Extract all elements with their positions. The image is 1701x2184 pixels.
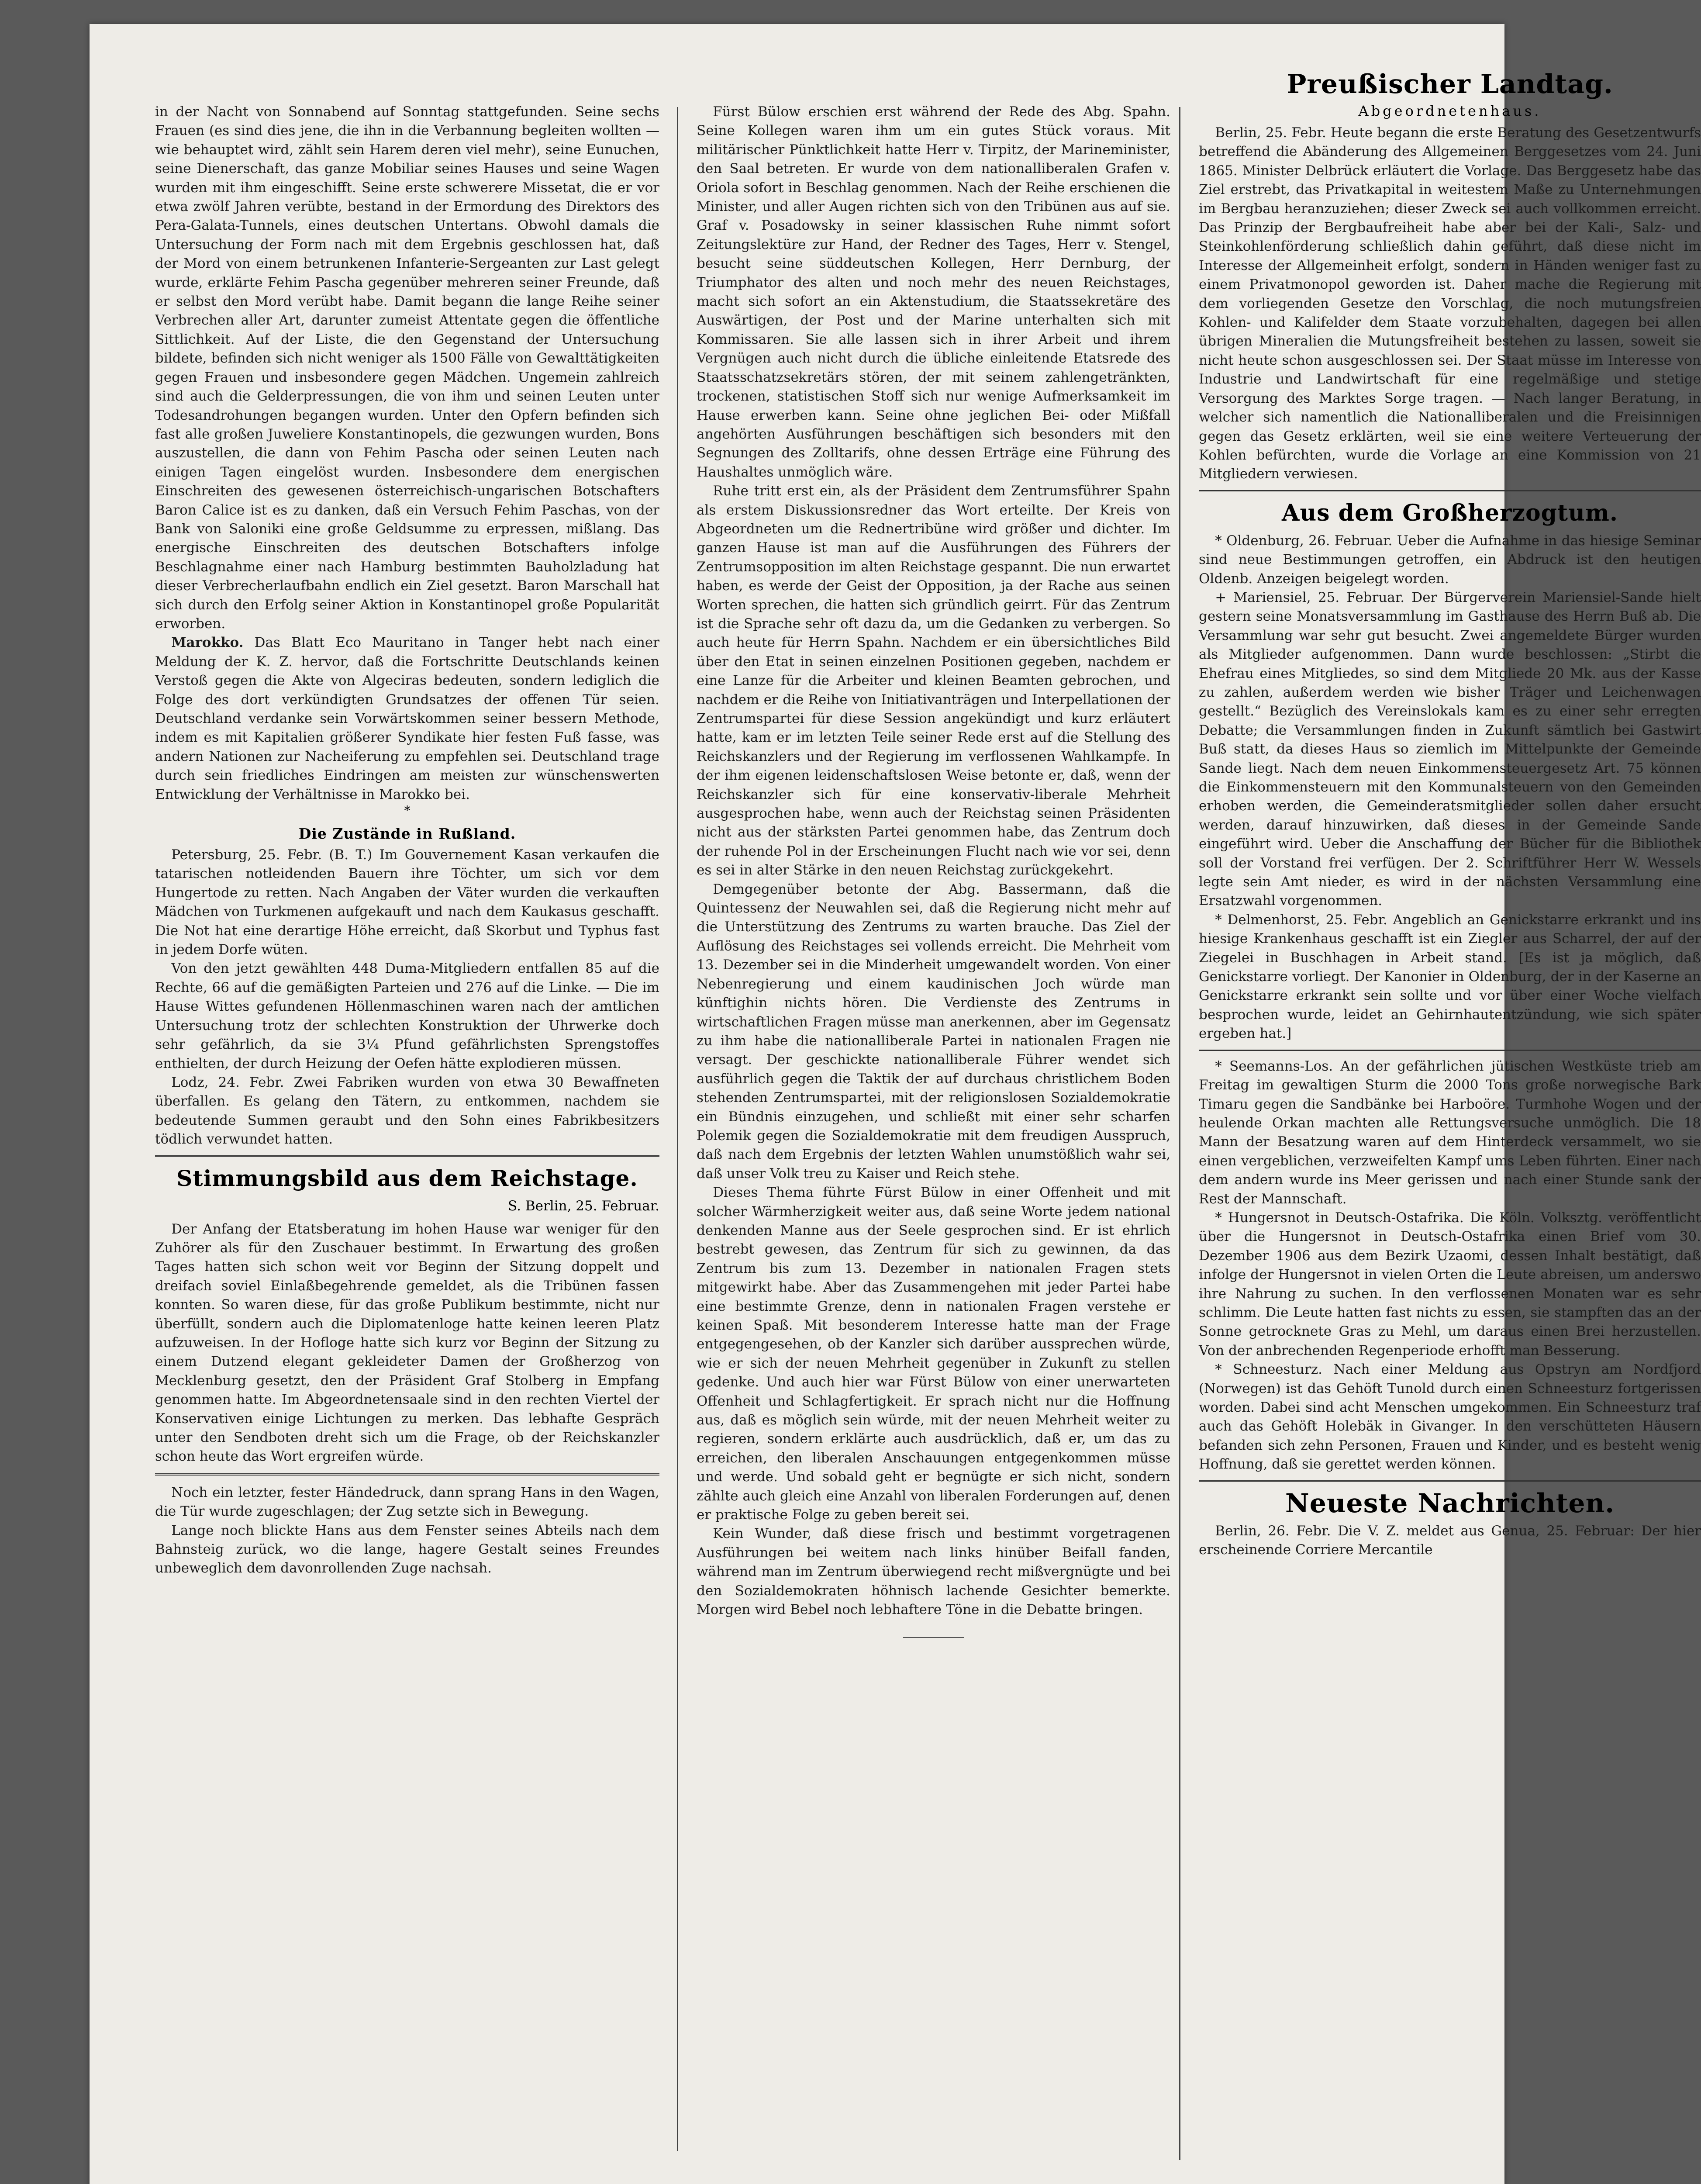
section-rule-3 bbox=[1199, 1050, 1701, 1051]
hungersnot-paragraph: * Hungersnot in Deutsch-Ostafrika. Die Köln. Volksztg. veröffentlicht über die Hungersnot in Deutsch-Ostafrika einen Brief vom 30. Dezember 1906 aus dem Bezirk Uzaomi, dessen Inhalt bestätigt, daß infolge der Hungersnot in vielen Orten die Leute abreisen, um anderswo ihre Nahrung zu suchen. In den verflossenen Monaten war es sehr schlimm. Die Leute hatten fast nichts zu essen, sie stampften das an der Sonne getrocknete Gras zu Mehl, um daraus einen Brei herzustellen. Von der anbrechenden Regenperiode erhofft man Besserung. bbox=[1199, 1209, 1701, 1358]
oldenburg-paragraph: * Oldenburg, 26. Februar. Ueber die Aufnahme in das hiesige Seminar sind neue Bestimmungen getroffen, ein Abdruck ist den heutigen Oldenb. Anzeigen beigelegt worden. bbox=[1199, 532, 1701, 587]
russland-paragraph-1: Petersburg, 25. Febr. (B. T.) Im Gouvernement Kasan verkaufen die tatarischen notleidenden Bauern ihre Töchter, um sich vor dem Hungertode zu retten. Nach Angaben der Väter wurden die verkauften Mädchen von Turkmenen aufgekauft und nach dem Kaukasus geschafft. Die Not hat eine derartige Höhe erreicht, daß Skorbut und Typhus fast in jedem Dorfe wüten. bbox=[155, 847, 659, 958]
reichstag-paragraph-1: Fürst Bülow erschien erst während der Rede des Abg. Spahn. Seine Kollegen waren ihm um ein gutes Stück voraus. Mit militärischer Pünktlichkeit hatte Herr v. Tirpitz, der Marineminister, den Saal betreten. Er wurde von dem nationalliberalen Grafen v. Oriola sofort in Beschlag genommen. Nach der Reihe erschienen die Minister, und aller Augen richten sich von den Tribünen aus auf sie. Graf v. Posadowsky in seiner klassischen Ruhe nimmt sofort Zeitungslektüre zur Hand, der Redner des Tages, Herr v. Stengel, besucht seine süddeutschen Kollegen, Herr Dernburg, der Triumphator des alten und noch mehr des neuen Reichstages, macht sich sofort an ein Aktenstudium, die Staatssekretäre des Auswärtigen, der Post und der Marine unterhalten sich mit Kommissaren. Sie alle lassen sich in ihrer Arbeit und ihrem Vergnügen auch nicht durch die übliche einleitende Etatsrede des Staatsschatzsekretärs stören, der mit seinem zahlengetränkten, trockenen, statistischen Stoff sich nur wenige Aufmerksamkeit im Hause erwerben kann. Seine ohne jeglichen Bei- oder Mißfall angehörten Ausführungen beschäftigen sich besonders mit den Segnungen des Zolltarifs, ohne dessen Erträge eine Führung des Haushaltes unmöglich wäre. bbox=[697, 104, 1170, 480]
landtag-subheading: Abgeordnetenhaus. bbox=[1358, 103, 1542, 119]
reichstag-paragraph-2: Ruhe tritt erst ein, als der Präsident dem Zentrumsführer Spahn als erstem Diskussionsredner das Wort erteilte. Der Kreis von Abgeordneten um die Rednertribüne wird größer und dichter. Im ganzen Hause ist man auf die Ausführungen des Führers der Zentrumsopposition im alten Reichstage gespannt. Die nun erwartet haben, es werde der Geist der Opposition, ja der Rache aus seinen Worten sprechen, die hatten sich gründlich geirrt. Für das Zentrum ist die Sprache sehr oft dazu da, um die Gedanken zu verbergen. So auch heute für Herrn Spahn. Nachdem er ein übersichtliches Bild über den Etat in seinen einzelnen Positionen gegeben, nachdem er eine Lanze für die Arbeiter und kleinen Beamten gebrochen, und nachdem er die Reihe von Initiativanträgen und Interpellationen der Zentrumspartei für diese Session angekündigt und kurz erläutert hatte, kam er im letzten Teile seiner Rede erst auf die Stellung des Reichskanzlers und der Regierung im verflossenen Wahlkampfe. In der ihm eigenen leidenschaftslosen Weise betonte er, daß, wenn der Reichskanzler sich für eine konservativ-liberale Mehrheit ausgesprochen habe, wenn auch der Reichstag seinen Präsidenten nicht aus der stärksten Partei genommen habe, das Zentrum doch der ruhende Pol in der Erscheinungen Flucht nach wie vor sei, denn es sei in alter Stärke in den neuen Reichstag zurückgekehrt. bbox=[697, 483, 1170, 878]
feuilleton-paragraph-2: Lange noch blickte Hans aus dem Fenster seines Abteils nach dem Bahnsteig zurück, wo die lange, hagere Gestalt seines Freundes unbeweglich dem davonrollenden Zuge nachsah. bbox=[155, 1522, 659, 1576]
delmenhorst-paragraph: * Delmenhorst, 25. Febr. Angeblich an Genickstarre erkrankt und ins hiesige Krankenhaus geschafft ist ein Ziegler aus Scharrel, der auf der Ziegelei in Buschhagen in Arbeit stand. [Es ist ja möglich, daß Genickstarre vorliegt. Der Kanonier in Oldenburg, der in der Kaserne an Genickstarre erkrankt sein sollte und vor über einer Woche vielfach besprochen wurde, leidet an Gehirnhautentzündung, wie sich später ergeben hat.] bbox=[1199, 912, 1701, 1042]
russland-heading: Die Zustände in Rußland. bbox=[298, 825, 516, 843]
mariensiel-paragraph: + Mariensiel, 25. Februar. Der Bürgerverein Mariensiel-Sande hielt gestern seine Monatsversammlung im Gasthause des Herrn Buß ab. Die Versammlung war sehr gut besucht. Zwei angemeldete Bürger wurden als Mitglieder aufgenommen. Dann wurde beschlossen: „Stirbt die Ehefrau eines Mitgliedes, so sind dem Mitgliede 20 Mk. aus der Kasse zu zahlen, außerdem werden wie bisher Träger und Leichenwagen gestellt.“ Bezüglich des Vereinslokals kam es zu einer sehr erregten Debatte; die Versammlungen finden in Zukunft sämtlich bei Gastwirt Buß statt, da dieses Haus so ziemlich im Mittelpunkte der Gemeinde Sande liegt. Nach dem neuen Einkommensteuergesetz Art. 75 können die Einkommensteuern mit den Kommunalsteuern von den Gemeinden erhoben werden, die Gemeinderatsmitglieder sollen daher ersucht werden, darauf hinzuwirken, daß dieses in der Gemeinde Sande eingeführt wird. Ueber die Anschaffung der Bücher für die Bibliothek soll der Vorstand frei verfügen. Der 2. Schriftführer Herr W. Wessels legte sein Amt nieder, es wird in der nächsten Versammlung eine Ersatzwahl vorgenommen. bbox=[1199, 589, 1701, 909]
russland-paragraph-3: Lodz, 24. Febr. Zwei Fabriken wurden von etwa 30 Bewaffneten überfallen. Es gelang den Tätern, zu entkommen, nachdem sie bedeutende Summen geraubt und den Sohn eines Fabrikbesitzers tödlich verwundet hatten. bbox=[155, 1074, 659, 1147]
column-rule-1 bbox=[677, 107, 678, 2151]
section-rule-2 bbox=[1199, 490, 1701, 491]
newspaper-page bbox=[90, 24, 1701, 2184]
column-1 bbox=[155, 103, 659, 1578]
column-rule-2 bbox=[1179, 107, 1180, 2160]
feuilleton-rule bbox=[155, 1473, 659, 1476]
reichstag-paragraph-3: Demgegenüber betonte der Abg. Bassermann, daß die Quintessenz der Neuwahlen sei, daß die Regierung nicht mehr auf die Unterstützung des Zentrums zu warten brauche. Das Ziel der Auflösung des Reichstages sei vollends erreicht. Die Mehrheit vom 13. Dezember sei in die Minderheit umgewandelt worden. Von einer Nebenregierung und einem kaudinischen Joch würde man künftighin nichts hören. Die Verdienste des Zentrums in wirtschaftlichen Fragen müsse man anerkennen, aber im Gegensatz zu ihm habe die nationalliberale Partei in nationalen Fragen nie versagt. Der geschickte nationalliberale Führer wendet sich ausführlich gegen die Taktik der auf durchaus christlichem Boden stehenden Zentrumspartei, mit der religionslosen Sozialdemokratie ein Bündnis einzugehen, und schließt mit einer sehr scharfen Polemik gegen die Sozialdemokratie mit dem freudigen Ausspruch, daß nach dem Ergebnis der letzten Wahlen unumstößlich wahr sei, daß unser Volk treu zu Kaiser und Reich stehe. bbox=[697, 881, 1170, 1182]
stimmungsbild-byline: S. Berlin, 25. Februar. bbox=[508, 1198, 659, 1214]
reichstag-paragraph-5: Kein Wunder, daß diese frisch und bestimmt vorgetragenen Ausführungen bei weitem nach links hinüber Beifall fanden, während man im Zentrum überwiegend recht mißvergnügte und bei den Sozialdemokraten höhnisch lachende Gesichter bemerkte. Morgen wird Bebel noch lebhaftere Töne in die Debatte bringen. bbox=[697, 1526, 1170, 1618]
column-2 bbox=[697, 103, 1170, 1638]
schneesturz-paragraph: * Schneesturz. Nach einer Meldung aus Opstryn am Nordfjord (Norwegen) ist das Gehöft Tunold durch einen Schneesturz fortgerissen worden. Dabei sind acht Menschen umgekommen. Ein Schneesturz traf auch das Gehöft Holebäk in Givanger. In den verschütteten Häusern befanden sich zehn Personen, Frauen und Kinder, und es besteht wenig Hoffnung, daß sie gerettet werden können. bbox=[1199, 1362, 1701, 1472]
landtag-heading: Preußischer Landtag. bbox=[1287, 69, 1613, 100]
stimmungsbild-heading: Stimmungsbild aus dem Reichstage. bbox=[176, 1165, 638, 1191]
marokko-label: Marokko. bbox=[171, 635, 244, 651]
marokko-text bbox=[155, 633, 659, 804]
neueste-paragraph: Berlin, 26. Febr. Die V. Z. meldet aus Genua, 25. Februar: Der hier erscheinende Corriere Mercantile bbox=[1199, 1523, 1701, 1558]
section-rule bbox=[155, 1155, 659, 1157]
russland-paragraph-2: Von den jetzt gewählten 448 Duma-Mitgliedern entfallen 85 auf die Rechte, 66 auf die gemäßigten Parteien und 276 auf die Linke. — Die im Hause Wittes gefundenen Höllenmaschinen waren nach der amtlichen Untersuchung trotz der schlechten Konstruktion der Uhrwerke doch sehr gefährlich, da sie 3¼ Pfund gefährlichsten Sprengstoffes enthielten, der durch Heizung der Oefen hätte explodieren müssen. bbox=[155, 961, 659, 1071]
marokko-body: Das Blatt Eco Mauritano in Tanger hebt nach einer Meldung der K. Z. hervor, daß die Fortschritte Deutschlands keinen Verstoß gegen die Akte von Algeciras bedeuten, sondern lediglich die Folge des dort verkündigten Grundsatzes der offenen Tür seien. Deutschland verdanke sein Vorwärtskommen seiner bessern Methode, indem es mit Kapitalien größerer Syndikate hier festen Fuß fasse, was andern Nationen zur Nacheiferung zu empfehlen sei. Deutschland trage durch sein friedliches Eindringen am meisten zur wünschenswerten Entwicklung der Verhältnisse in Marokko bei. bbox=[155, 635, 659, 802]
stimmungsbild-paragraph-1: Der Anfang der Etatsberatung im hohen Hause war weniger für den Zuhörer als für den Zuschauer bestimmt. In Erwartung des großen Tages hatten sich schon weit vor Beginn der Sitzung doppelt und dreifach soviel Einlaßbegehrende gemeldet, als die Tribünen fassen konnten. So waren diese, für das große Publikum bestimmte, nicht nur überfüllt, sondern auch die Diplomatenloge hatte keinen leeren Platz aufzuweisen. In der Hofloge hatte sich kurz vor Beginn der Sitzung zu einem Dutzend elegant gekleideter Damen der Großherzog von Mecklenburg gesetzt, den der Präsident Graf Stolberg in Empfang genommen hatte. Im Abgeordnetensaale sind in den rechten Viertel der Konservativen einige Lichtungen zu merken. Das lebhafte Gespräch unter den Sendboten dreht sich um die Frage, ob der Reichskanzler schon heute das Wort ergreifen würde. bbox=[155, 1221, 659, 1465]
feuilleton-paragraph-1: Noch ein letzter, fester Händedruck, dann sprang Hans in den Wagen, die Tür wurde zugeschlagen; der Zug setzte sich in Bewegung. bbox=[155, 1484, 659, 1520]
separator-star: * bbox=[404, 803, 411, 818]
landtag-paragraph: Berlin, 25. Febr. Heute begann die erste Beratung des Gesetzentwurfs betreffend die Abänderung des Allgemeinen Berggesetzes vom 24. Juni 1865. Minister Delbrück erläutert die Vorlage. Das Berggesetz habe das Ziel erstrebt, das Privatkapital in weitestem Maße zu Unternehmungen im Bergbau heranzuziehen; dieser Zweck sei auch vollkommen erreicht. Das Prinzip der Bergbaufreiheit habe aber bei der Kali-, Salz- und Steinkohlenförderung schließlich dahin geführt, daß diese nicht im Interesse der Allgemeinheit erfolgt, sondern in Händen weniger fast zu einem Privatmonopol geworden ist. Daher mache die Regierung mit dem vorliegenden Gesetze den Vorschlag, die noch mutungsfreien Kohlen- und Kalifelder dem Staate vorzubehalten, dagegen bei allen übrigen Mineralien die Mutungsfreiheit bestehen zu lassen, soweit sie nicht heute schon ausgeschlossen sei. Der Staat müsse im Interesse von Industrie und Landwirtschaft für eine regelmäßige und stetige Versorgung des Marktes Sorge tragen. — Nach langer Beratung, in welcher sich namentlich die Nationalliberalen und die Freisinnigen gegen das Gesetz erklärten, weil sie eine weitere Verteuerung der Kohlen befürchten, wurde die Vorlage an eine Kommission von 21 Mitgliedern verwiesen. bbox=[1199, 125, 1701, 482]
reichstag-paragraph-4: Dieses Thema führte Fürst Bülow in einer Offenheit und mit solcher Wärmherzigkeit weiter aus, daß seine Worte jedem national denkenden Manne aus der Seele gesprochen sind. Er ist ehrlich bestrebt gewesen, das Zentrum für sich zu gewinnen, da das Zentrum bis zum 13. Dezember in nationalen Fragen stets mitgewirkt habe. Aber das Zusammengehen mit jeder Partei habe eine bestimmte Grenze, denn in nationalen Fragen verstehe er keinen Spaß. Mit besonderem Interesse hatte man der Frage entgegengesehen, ob der Kanzler sich darüber aussprechen würde, wie er sich der neuen Mehrheit gegenüber in Zukunft zu stellen gedenke. Und auch hier war Fürst Bülow von einer unerwarteten Offenheit und Schlagfertigkeit. Er sprach nicht nur die Hoffnung aus, daß es möglich sein würde, mit der neuen Mehrheit weiter zu regieren, sondern erklärte auch ausdrücklich, daß er, um das zu erreichen, den liberalen Anschauungen entgegenkommen müsse und werde. Und sobald geht er begnügte er sich nicht, sondern zählte auch gleich eine Anzahl von liberalen Forderungen auf, denen er praktische Folge zu geben bereit sei. bbox=[697, 1185, 1170, 1523]
seemanns-los-paragraph: * Seemanns-Los. An der gefährlichen jütischen Westküste trieb am Freitag im gewaltigen Sturm die 2000 Tons große norwegische Bark Timaru gegen die Sandbänke bei Harboöre. Turmhohe Wogen und der heulende Orkan machten alle Rettungsversuche unmöglich. Die 18 Mann der Besatzung waren auf dem Hinterdeck versammelt, wo sie einen vergeblichen, verzweifelten Kampf ums Leben führten. Einer nach dem andern wurde ins Meer gerissen und nach einer Stunde sank der Rest der Mannschaft. bbox=[1199, 1058, 1701, 1207]
end-rule bbox=[903, 1637, 964, 1638]
grossherzogtum-heading: Aus dem Großherzogtum. bbox=[1282, 499, 1618, 526]
neueste-nachrichten-heading: Neueste Nachrichten. bbox=[1285, 1488, 1615, 1519]
fehim-pascha-text: in der Nacht von Sonnabend auf Sonntag stattgefunden. Seine sechs Frauen (es sind dies jene, die ihn in die Verbannung begleiten wollten — wie behauptet wird, zählt sein Harem deren viel mehr), seine Eunuchen, seine Dienerschaft, das ganze Mobiliar seines Hauses und seine Wagen wurden mit ihm eingeschifft. Seine erste schwerere Missetat, die er vor etwa zwölf Jahren verübte, bestand in der Ermordung des Direktors des Pera-Galata-Tunnels, eines deutschen Untertans. Obwohl damals die Untersuchung der Form nach mit dem Ergebnis geschlossen hat, daß der Mord von einem betrunkenen Infanterie-Sergeanten zur Last gelegt wurde, erklärte Fehim Pascha gegenüber mehreren seiner Freunde, daß er selbst den Mord verübt habe. Damit begann die lange Reihe seiner Verbrechen aller Art, darunter zumeist Attentate gegen die öffentliche Sittlichkeit. Auf der Liste, die den Gegenstand der Untersuchung bildete, befinden sich nicht weniger als 1500 Fälle von Gewalttätigkeiten gegen Frauen und insbesondere gegen Mädchen. Ungemein zahlreich sind auch die Gelderpressungen, die von ihm und seinen Leuten unter Todesandrohungen begangen wurden. Unter den Opfern befinden sich fast alle großen Juweliere Konstantinopels, die gezwungen wurden, Bons auszustellen, die dann von Fehim Pascha oder seinen Leuten nach einigen Tagen eingelöst wurden. Insbesondere dem energischen Einschreiten des gewesenen österreichisch-ungarischen Botschafters Baron Calice ist es zu danken, daß ein Versuch Fehim Paschas, von der Bank von Saloniki eine große Geldsumme zu erpressen, mißlang. Das energische Einschreiten des deutschen Botschafters infolge Beschlagnahme einer nach Hamburg bestimmten Bauholzladung hat dieser Verbrecherlaufbahn endlich ein Ziel gesetzt. Baron Marschall hat sich durch den Erfolg seiner Aktion in Konstantinopel große Popularität erworben. bbox=[155, 104, 659, 632]
section-rule-4 bbox=[1199, 1480, 1701, 1482]
column-3 bbox=[1199, 63, 1701, 1559]
